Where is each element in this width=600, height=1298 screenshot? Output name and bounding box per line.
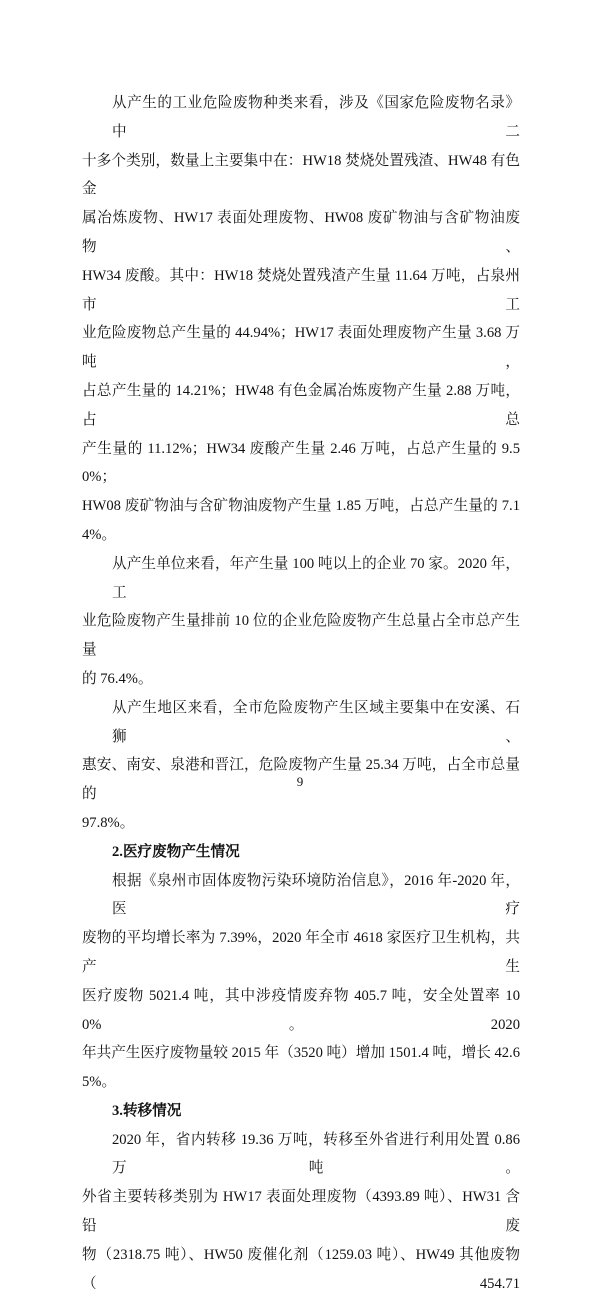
text-line: 的 76.4%。 [82,670,153,687]
text-line: 医疗废物 5021.4 吨，其中涉疫情废弃物 405.7 吨，安全处置率 100%。2020 [82,987,520,1033]
paragraph [82,89,520,550]
text-line: 业危险废物总产生量的 44.94%；HW17 表面处理废物产生量 3.68 万吨， [82,325,520,371]
text-line: 十多个类别，数量上主要集中在：HW18 焚烧处置残渣、HW48 有色金 [82,152,520,198]
text-line: 97.8%。 [82,814,135,831]
text-line: 从产生的工业危险废物种类来看，涉及《国家危险废物名录》中二 [112,95,520,140]
text-line: 占总产生量的 14.21%；HW48 有色金属冶炼废物产生量 2.88 万吨，占总 [82,382,520,428]
section-heading [82,1097,520,1126]
text-line: 废物的平均增长率为 7.39%，2020 年全市 4618 家医疗卫生机构，共产生 [82,930,520,975]
text-line: 从产生单位来看，年产生量 100 吨以上的企业 70 家。2020 年，工 [112,555,520,601]
text-line: 产生量的 11.12%；HW34 废酸产生量 2.46 万吨，占总产生量的 9.50%； [82,440,520,486]
text-line: 2020 年，省内转移 19.36 万吨，转移至外省进行利用处置 0.86 万吨。 [112,1131,520,1177]
text-line: 2.医疗废物产生情况 [112,843,240,860]
text-line: 外省主要转移类别为 HW17 表面处理废物（4393.89 吨）、HW31 含铅废 [82,1189,520,1235]
paragraph [82,867,520,1097]
paragraph [82,694,520,838]
page-number: 9 [296,774,304,789]
text-line: 从产生地区来看，全市危险废物产生区域主要集中在安溪、石狮、 [112,699,520,745]
text-line: 业危险废物产生量排前 10 位的企业危险废物产生总量占全市总产生量 [82,613,520,659]
text-line: 物（2318.75 吨）、HW50 废催化剂（1259.03 吨）、HW49 其他废物（454.71 [82,1246,520,1292]
text-line: HW08 废矿物油与含矿物油废物产生量 1.85 万吨，占总产生量的 7.14%。 [82,498,520,543]
document-body [82,89,520,1298]
paragraph [82,550,520,694]
section-heading [82,838,520,867]
text-line: 3.转移情况 [112,1102,182,1119]
text-line: 惠安、南安、泉港和晋江，危险废物产生量 25.34 万吨，占全市总量的 [82,757,520,803]
text-line: 根据《泉州市固体废物污染环境防治信息》，2016 年-2020 年，医疗 [112,872,520,918]
text-line: HW34 废酸。其中：HW18 焚烧处置残渣产生量 11.64 万吨，占泉州市工 [82,267,520,313]
text-line: 年共产生医疗废物量较 2015 年（3520 吨）增加 1501.4 吨，增长 42.65%。 [82,1045,520,1091]
text-line: 属冶炼废物、HW17 表面处理废物、HW08 废矿物油与含矿物油废物、 [82,210,520,255]
paragraph [82,1126,520,1298]
